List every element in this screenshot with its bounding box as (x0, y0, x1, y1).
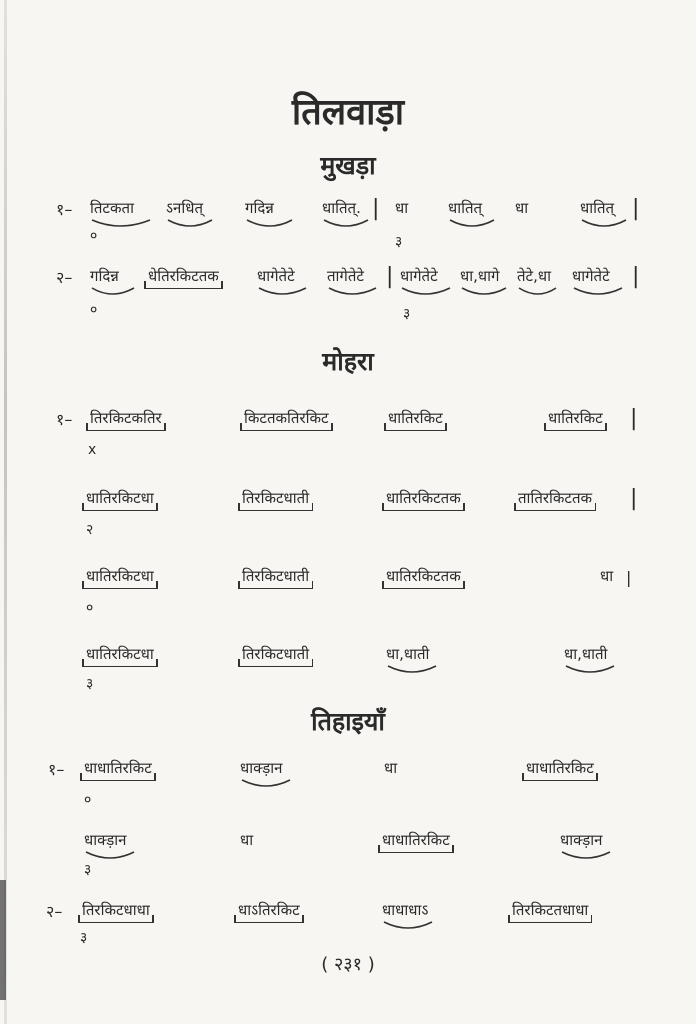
row-number: २– (56, 268, 73, 287)
bol-arcs (0, 918, 696, 938)
bol-cell: धातिरकिटतक (382, 488, 465, 511)
tala-mark: ३ (80, 930, 88, 946)
tala-mark: २ (86, 522, 94, 538)
mohra-row-3 (0, 566, 696, 626)
vibhag-divider: | (630, 406, 638, 431)
bol-cell: धागेतेटे (257, 267, 295, 285)
bol-cell: धा (515, 199, 529, 217)
mohra-row-4 (0, 644, 696, 704)
vibhag-divider: | (386, 264, 394, 289)
section-heading-tihaiyan: तिहाइयाँ (311, 707, 385, 736)
mohra-row-1 (0, 408, 696, 468)
bol-cell: तिरकिटधाती (238, 488, 313, 511)
bol-cell: धाधाधाऽ (382, 901, 429, 919)
vibhag-divider: | (632, 196, 640, 221)
bol-arcs (0, 662, 696, 682)
tala-mark: ० (86, 600, 94, 616)
section-heading-mukhda: मुखड़ा (320, 151, 376, 180)
bol-cell: तागेतेटे (327, 267, 364, 285)
bol-cell: तातिरकिटतक (514, 488, 596, 511)
bol-cell: तिटकता (90, 199, 134, 217)
tala-mark: ३ (84, 862, 92, 878)
row-number: २– (46, 902, 63, 921)
bol-cell: किटतकतिरकिट (240, 408, 333, 431)
bol-arcs (0, 776, 696, 796)
bol-cell: तिरकिटधाती (238, 566, 313, 589)
vibhag-divider: | (372, 196, 380, 221)
bol-cell: धा (384, 759, 398, 777)
bol-cell: गदिन्न (245, 199, 274, 217)
bol-cell: धाक्ड़ान (84, 831, 127, 849)
row-number: १– (56, 410, 73, 429)
bol-cell: धागेतेटे (400, 267, 438, 285)
vibhag-divider: | (630, 486, 638, 511)
bol-cell: तिरकिटधाधा (78, 900, 154, 923)
vibhag-divider: | (632, 264, 640, 289)
bol-cell: धाधातिरकिट (378, 830, 454, 853)
tala-mark: ० (90, 228, 98, 244)
bol-cell: धातित् (448, 199, 483, 217)
mohra-row-2 (0, 488, 696, 548)
tihai-row-2 (0, 830, 696, 890)
page-title: तिलवाड़ा (291, 92, 405, 133)
bol-cell: तेटे,धा (517, 267, 551, 285)
bol-cell: धातित्. (322, 199, 361, 217)
bol-arcs (0, 848, 696, 868)
tihai-row-3 (0, 900, 696, 960)
bol-cell: धागेतेटे (572, 267, 610, 285)
bol-cell: धातिरकिटतक (382, 566, 465, 589)
bol-arcs (0, 216, 696, 236)
bol-cell: ऽनधित् (166, 199, 203, 217)
bol-cell: धेतिरकिटतक (144, 266, 223, 289)
tala-mark: ३ (395, 234, 403, 250)
tihai-row-1 (0, 758, 696, 818)
tala-mark: ३ (403, 306, 411, 322)
bol-cell: तिरकिटतधाधा (508, 900, 592, 923)
page-number: ( २३१ ) (321, 954, 375, 975)
bol-cell: धातिरकिटधा (82, 644, 158, 667)
tala-mark: ० (90, 302, 98, 318)
row-number: १– (48, 760, 65, 779)
bol-cell: धा (600, 567, 614, 585)
mukhda-row-1 (0, 198, 696, 258)
bol-cell: धातिरकिट (544, 408, 607, 431)
bol-cell: धाधातिरकिट (522, 758, 598, 781)
bol-cell: धा (395, 199, 409, 217)
bol-cell: धाक्ड़ान (240, 759, 283, 777)
bol-cell: धा,धागे (460, 267, 500, 285)
bol-cell: धातिरकिटधा (82, 566, 158, 589)
tala-mark: ० (84, 792, 92, 808)
bol-cell: धातिरकिटधा (82, 488, 158, 511)
section-heading-mohra: मोहरा (322, 347, 374, 376)
bol-arcs (0, 284, 696, 304)
vibhag-divider: | (626, 568, 632, 587)
bol-cell: धाधातिरकिट (80, 758, 156, 781)
bol-cell: धातित् (580, 199, 615, 217)
bol-cell: धा,धाती (386, 645, 430, 663)
bol-cell: तिरकिटकतिर (86, 408, 166, 431)
bol-cell: धाक्ड़ान (560, 831, 603, 849)
mukhda-row-2 (0, 266, 696, 326)
bol-cell: तिरकिटधाती (238, 644, 313, 667)
bol-cell: धाऽतिरकिट (234, 900, 304, 923)
bol-cell: गदिन्न (90, 267, 119, 285)
bol-cell: धा (240, 831, 254, 849)
tala-mark: x (88, 442, 97, 458)
tala-mark: ३ (86, 676, 94, 692)
bol-cell: धा,धाती (564, 645, 608, 663)
row-number: १– (56, 200, 73, 219)
bol-cell: धातिरकिट (384, 408, 447, 431)
